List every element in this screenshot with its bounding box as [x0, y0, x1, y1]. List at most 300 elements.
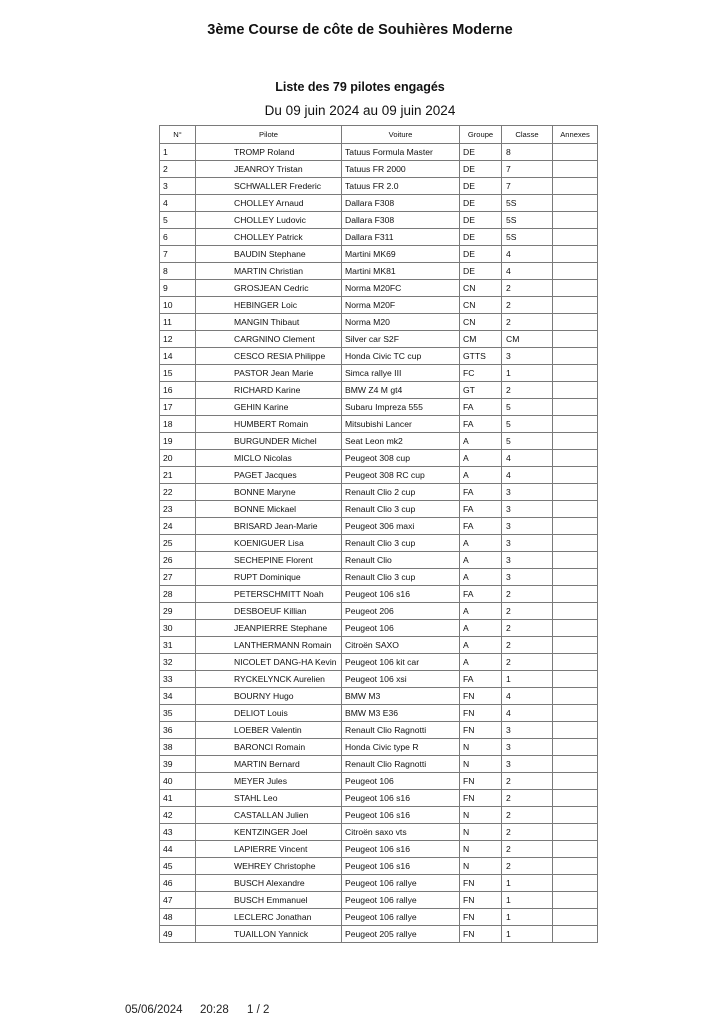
cell-annexes — [553, 756, 598, 773]
cell-car: Renault Clio Ragnotti — [342, 722, 460, 739]
table-row — [160, 722, 598, 739]
cell-car: Peugeot 106 s16 — [342, 858, 460, 875]
cell-annexes — [553, 212, 598, 229]
cell-class: 5 — [502, 433, 553, 450]
cell-car: Peugeot 106 rallye — [342, 875, 460, 892]
cell-group: A — [460, 620, 502, 637]
cell-group: GT — [460, 382, 502, 399]
cell-pilot: WEHREY Christophe — [196, 858, 342, 875]
cell-number: 4 — [160, 195, 196, 212]
cell-group: DE — [460, 263, 502, 280]
cell-pilot: GEHIN Karine — [196, 399, 342, 416]
cell-annexes — [553, 620, 598, 637]
cell-annexes — [553, 518, 598, 535]
cell-pilot: PAGET Jacques — [196, 467, 342, 484]
cell-number: 9 — [160, 280, 196, 297]
cell-car: Peugeot 106 — [342, 620, 460, 637]
cell-annexes — [553, 365, 598, 382]
table-row — [160, 637, 598, 654]
cell-annexes — [553, 705, 598, 722]
cell-pilot: BONNE Maryne — [196, 484, 342, 501]
cell-number: 16 — [160, 382, 196, 399]
cell-number: 35 — [160, 705, 196, 722]
cell-car: BMW M3 — [342, 688, 460, 705]
cell-number: 46 — [160, 875, 196, 892]
cell-pilot: HUMBERT Romain — [196, 416, 342, 433]
cell-pilot: CHOLLEY Arnaud — [196, 195, 342, 212]
cell-annexes — [553, 195, 598, 212]
cell-number: 25 — [160, 535, 196, 552]
table-row — [160, 807, 598, 824]
cell-annexes — [553, 467, 598, 484]
cell-annexes — [553, 348, 598, 365]
table-row — [160, 246, 598, 263]
cell-group: FC — [460, 365, 502, 382]
cell-car: Dallara F308 — [342, 195, 460, 212]
cell-car: Simca rallye III — [342, 365, 460, 382]
cell-annexes — [553, 246, 598, 263]
cell-class: 3 — [502, 756, 553, 773]
cell-group: DE — [460, 195, 502, 212]
table-row — [160, 586, 598, 603]
cell-number: 10 — [160, 297, 196, 314]
cell-annexes — [553, 331, 598, 348]
cell-class: 5S — [502, 195, 553, 212]
table-row — [160, 671, 598, 688]
cell-number: 31 — [160, 637, 196, 654]
cell-number: 7 — [160, 246, 196, 263]
cell-pilot: SECHEPINE Florent — [196, 552, 342, 569]
cell-group: DE — [460, 161, 502, 178]
cell-pilot: LAPIERRE Vincent — [196, 841, 342, 858]
cell-class: 2 — [502, 858, 553, 875]
cell-pilot: MICLO Nicolas — [196, 450, 342, 467]
cell-group: FA — [460, 501, 502, 518]
column-header-car: Voiture — [342, 126, 460, 144]
cell-car: Renault Clio 2 cup — [342, 484, 460, 501]
cell-group: A — [460, 603, 502, 620]
cell-pilot: KOENIGUER Lisa — [196, 535, 342, 552]
table-row — [160, 688, 598, 705]
table-row — [160, 620, 598, 637]
cell-class: 2 — [502, 382, 553, 399]
cell-class: 1 — [502, 671, 553, 688]
cell-group: N — [460, 739, 502, 756]
cell-class: CM — [502, 331, 553, 348]
table-row — [160, 569, 598, 586]
table-row — [160, 892, 598, 909]
cell-pilot: BUSCH Alexandre — [196, 875, 342, 892]
cell-number: 44 — [160, 841, 196, 858]
cell-pilot: CHOLLEY Patrick — [196, 229, 342, 246]
cell-class: 1 — [502, 926, 553, 943]
cell-car: Peugeot 106 rallye — [342, 892, 460, 909]
cell-car: Peugeot 306 maxi — [342, 518, 460, 535]
cell-annexes — [553, 875, 598, 892]
cell-class: 2 — [502, 654, 553, 671]
cell-pilot: LANTHERMANN Romain — [196, 637, 342, 654]
cell-number: 36 — [160, 722, 196, 739]
cell-number: 1 — [160, 144, 196, 161]
cell-pilot: LECLERC Jonathan — [196, 909, 342, 926]
cell-group: A — [460, 654, 502, 671]
cell-number: 12 — [160, 331, 196, 348]
cell-pilot: BARONCI Romain — [196, 739, 342, 756]
cell-annexes — [553, 671, 598, 688]
document-subtitle: Liste des 79 pilotes engagés — [275, 80, 445, 94]
cell-car: BMW M3 E36 — [342, 705, 460, 722]
cell-car: Seat Leon mk2 — [342, 433, 460, 450]
cell-annexes — [553, 229, 598, 246]
cell-number: 15 — [160, 365, 196, 382]
cell-pilot: PASTOR Jean Marie — [196, 365, 342, 382]
cell-number: 17 — [160, 399, 196, 416]
table-row — [160, 195, 598, 212]
cell-group: FN — [460, 722, 502, 739]
cell-group: DE — [460, 229, 502, 246]
cell-pilot: CARGNINO Clement — [196, 331, 342, 348]
cell-number: 32 — [160, 654, 196, 671]
cell-car: Subaru Impreza 555 — [342, 399, 460, 416]
cell-car: Peugeot 106 rallye — [342, 909, 460, 926]
cell-annexes — [553, 841, 598, 858]
cell-number: 29 — [160, 603, 196, 620]
table-row — [160, 552, 598, 569]
cell-group: FA — [460, 586, 502, 603]
table-row — [160, 467, 598, 484]
cell-pilot: HEBINGER Loic — [196, 297, 342, 314]
cell-car: Peugeot 106 s16 — [342, 841, 460, 858]
cell-group: CN — [460, 280, 502, 297]
cell-car: Martini MK81 — [342, 263, 460, 280]
table-row — [160, 875, 598, 892]
cell-annexes — [553, 433, 598, 450]
cell-pilot: TROMP Roland — [196, 144, 342, 161]
cell-number: 33 — [160, 671, 196, 688]
cell-group: DE — [460, 178, 502, 195]
cell-class: 3 — [502, 535, 553, 552]
cell-group: A — [460, 552, 502, 569]
cell-car: Norma M20FC — [342, 280, 460, 297]
cell-number: 11 — [160, 314, 196, 331]
table-row — [160, 756, 598, 773]
table-row — [160, 654, 598, 671]
table-row — [160, 212, 598, 229]
cell-number: 49 — [160, 926, 196, 943]
cell-pilot: GROSJEAN Cedric — [196, 280, 342, 297]
table-row — [160, 858, 598, 875]
table-row — [160, 535, 598, 552]
cell-class: 5S — [502, 229, 553, 246]
cell-annexes — [553, 535, 598, 552]
cell-class: 5S — [502, 212, 553, 229]
cell-class: 4 — [502, 450, 553, 467]
cell-annexes — [553, 586, 598, 603]
cell-number: 39 — [160, 756, 196, 773]
cell-car: Peugeot 308 RC cup — [342, 467, 460, 484]
cell-number: 27 — [160, 569, 196, 586]
cell-car: Peugeot 106 — [342, 773, 460, 790]
cell-class: 2 — [502, 807, 553, 824]
table-row — [160, 501, 598, 518]
table-row — [160, 178, 598, 195]
cell-group: FN — [460, 705, 502, 722]
table-row — [160, 790, 598, 807]
cell-car: BMW Z4 M gt4 — [342, 382, 460, 399]
cell-class: 7 — [502, 161, 553, 178]
cell-number: 18 — [160, 416, 196, 433]
cell-class: 3 — [502, 722, 553, 739]
cell-class: 3 — [502, 518, 553, 535]
cell-annexes — [553, 263, 598, 280]
cell-car: Peugeot 106 s16 — [342, 586, 460, 603]
cell-annexes — [553, 178, 598, 195]
cell-number: 2 — [160, 161, 196, 178]
table-row — [160, 314, 598, 331]
table-row — [160, 705, 598, 722]
cell-group: FN — [460, 790, 502, 807]
cell-number: 41 — [160, 790, 196, 807]
cell-number: 8 — [160, 263, 196, 280]
cell-group: CM — [460, 331, 502, 348]
table-row — [160, 518, 598, 535]
cell-class: 3 — [502, 501, 553, 518]
cell-car: Tatuus FR 2000 — [342, 161, 460, 178]
table-row — [160, 263, 598, 280]
cell-pilot: JEANROY Tristan — [196, 161, 342, 178]
cell-group: FN — [460, 892, 502, 909]
cell-class: 3 — [502, 348, 553, 365]
cell-car: Tatuus FR 2.0 — [342, 178, 460, 195]
table-row — [160, 416, 598, 433]
column-header-pilot: Pilote — [196, 126, 342, 144]
cell-annexes — [553, 382, 598, 399]
entrants-table — [159, 125, 598, 943]
table-row — [160, 433, 598, 450]
cell-annexes — [553, 892, 598, 909]
cell-annexes — [553, 280, 598, 297]
cell-annexes — [553, 688, 598, 705]
cell-class: 2 — [502, 297, 553, 314]
cell-car: Peugeot 106 kit car — [342, 654, 460, 671]
table-row — [160, 161, 598, 178]
column-header-annexes: Annexes — [553, 126, 598, 144]
cell-car: Martini MK69 — [342, 246, 460, 263]
cell-annexes — [553, 926, 598, 943]
cell-pilot: BAUDIN Stephane — [196, 246, 342, 263]
table-row — [160, 331, 598, 348]
cell-class: 2 — [502, 637, 553, 654]
cell-car: Renault Clio 3 cup — [342, 569, 460, 586]
cell-pilot: CASTALLAN Julien — [196, 807, 342, 824]
cell-pilot: BUSCH Emmanuel — [196, 892, 342, 909]
cell-group: N — [460, 858, 502, 875]
table-row — [160, 739, 598, 756]
cell-class: 7 — [502, 178, 553, 195]
cell-number: 20 — [160, 450, 196, 467]
cell-annexes — [553, 399, 598, 416]
cell-class: 4 — [502, 705, 553, 722]
cell-group: A — [460, 569, 502, 586]
cell-car: Renault Clio — [342, 552, 460, 569]
cell-class: 2 — [502, 603, 553, 620]
cell-car: Silver car S2F — [342, 331, 460, 348]
table-row — [160, 399, 598, 416]
cell-annexes — [553, 603, 598, 620]
cell-group: N — [460, 824, 502, 841]
cell-number: 14 — [160, 348, 196, 365]
cell-pilot: JEANPIERRE Stephane — [196, 620, 342, 637]
cell-number: 28 — [160, 586, 196, 603]
cell-pilot: BURGUNDER Michel — [196, 433, 342, 450]
cell-class: 2 — [502, 773, 553, 790]
cell-class: 2 — [502, 620, 553, 637]
cell-pilot: CHOLLEY Ludovic — [196, 212, 342, 229]
cell-class: 8 — [502, 144, 553, 161]
cell-annexes — [553, 807, 598, 824]
cell-class: 1 — [502, 875, 553, 892]
cell-group: CN — [460, 297, 502, 314]
cell-number: 6 — [160, 229, 196, 246]
cell-class: 1 — [502, 909, 553, 926]
cell-class: 4 — [502, 467, 553, 484]
cell-class: 3 — [502, 484, 553, 501]
cell-group: N — [460, 841, 502, 858]
cell-car: Tatuus Formula Master — [342, 144, 460, 161]
cell-group: N — [460, 807, 502, 824]
cell-group: FN — [460, 688, 502, 705]
cell-pilot: NICOLET DANG-HA Kevin — [196, 654, 342, 671]
cell-class: 2 — [502, 314, 553, 331]
cell-class: 2 — [502, 824, 553, 841]
cell-annexes — [553, 637, 598, 654]
cell-car: Norma M20 — [342, 314, 460, 331]
table-row — [160, 484, 598, 501]
cell-group: DE — [460, 246, 502, 263]
cell-pilot: MARTIN Bernard — [196, 756, 342, 773]
cell-group: CN — [460, 314, 502, 331]
cell-number: 43 — [160, 824, 196, 841]
cell-car: Citroën saxo vts — [342, 824, 460, 841]
cell-number: 23 — [160, 501, 196, 518]
table-row — [160, 773, 598, 790]
cell-annexes — [553, 450, 598, 467]
cell-class: 2 — [502, 841, 553, 858]
cell-pilot: DESBOEUF Killian — [196, 603, 342, 620]
cell-annexes — [553, 824, 598, 841]
cell-number: 5 — [160, 212, 196, 229]
cell-group: A — [460, 433, 502, 450]
cell-class: 5 — [502, 416, 553, 433]
cell-group: FN — [460, 926, 502, 943]
table-row — [160, 450, 598, 467]
cell-class: 3 — [502, 552, 553, 569]
cell-annexes — [553, 297, 598, 314]
cell-class: 2 — [502, 586, 553, 603]
table-row — [160, 144, 598, 161]
cell-pilot: BRISARD Jean-Marie — [196, 518, 342, 535]
cell-number: 3 — [160, 178, 196, 195]
table-row — [160, 280, 598, 297]
cell-car: Peugeot 206 — [342, 603, 460, 620]
cell-car: Norma M20F — [342, 297, 460, 314]
cell-pilot: BONNE Mickael — [196, 501, 342, 518]
cell-number: 19 — [160, 433, 196, 450]
cell-group: FA — [460, 671, 502, 688]
cell-number: 24 — [160, 518, 196, 535]
table-row — [160, 229, 598, 246]
cell-class: 1 — [502, 892, 553, 909]
cell-pilot: RICHARD Karine — [196, 382, 342, 399]
cell-class: 1 — [502, 365, 553, 382]
cell-number: 22 — [160, 484, 196, 501]
cell-pilot: MEYER Jules — [196, 773, 342, 790]
cell-number: 38 — [160, 739, 196, 756]
cell-group: A — [460, 535, 502, 552]
cell-pilot: TUAILLON Yannick — [196, 926, 342, 943]
table-row — [160, 926, 598, 943]
table-row — [160, 824, 598, 841]
cell-car: Honda Civic TC cup — [342, 348, 460, 365]
cell-car: Mitsubishi Lancer — [342, 416, 460, 433]
table-row — [160, 382, 598, 399]
cell-number: 42 — [160, 807, 196, 824]
table-row — [160, 909, 598, 926]
table-row — [160, 841, 598, 858]
cell-car: Peugeot 106 xsi — [342, 671, 460, 688]
cell-car: Renault Clio 3 cup — [342, 501, 460, 518]
cell-number: 34 — [160, 688, 196, 705]
table-body — [160, 144, 598, 943]
cell-car: Peugeot 106 s16 — [342, 807, 460, 824]
cell-pilot: STAHL Leo — [196, 790, 342, 807]
cell-annexes — [553, 790, 598, 807]
cell-group: A — [460, 637, 502, 654]
cell-car: Renault Clio 3 cup — [342, 535, 460, 552]
table-header-row — [160, 126, 598, 144]
cell-car: Peugeot 308 cup — [342, 450, 460, 467]
cell-group: A — [460, 467, 502, 484]
cell-group: FN — [460, 909, 502, 926]
cell-pilot: DELIOT Louis — [196, 705, 342, 722]
cell-pilot: LOEBER Valentin — [196, 722, 342, 739]
cell-pilot: RYCKELYNCK Aurelien — [196, 671, 342, 688]
cell-annexes — [553, 552, 598, 569]
cell-annexes — [553, 773, 598, 790]
cell-car: Dallara F311 — [342, 229, 460, 246]
cell-group: FA — [460, 416, 502, 433]
cell-annexes — [553, 909, 598, 926]
cell-car: Peugeot 205 rallye — [342, 926, 460, 943]
cell-pilot: MARTIN Christian — [196, 263, 342, 280]
cell-annexes — [553, 161, 598, 178]
cell-group: FA — [460, 518, 502, 535]
cell-number: 47 — [160, 892, 196, 909]
cell-annexes — [553, 569, 598, 586]
cell-number: 26 — [160, 552, 196, 569]
table-row — [160, 603, 598, 620]
cell-pilot: KENTZINGER Joel — [196, 824, 342, 841]
cell-group: FN — [460, 875, 502, 892]
cell-class: 5 — [502, 399, 553, 416]
cell-pilot: PETERSCHMITT Noah — [196, 586, 342, 603]
cell-class: 3 — [502, 739, 553, 756]
cell-class: 2 — [502, 790, 553, 807]
footer-date: 05/06/2024 — [125, 1004, 183, 1016]
cell-annexes — [553, 484, 598, 501]
cell-class: 4 — [502, 263, 553, 280]
cell-number: 21 — [160, 467, 196, 484]
